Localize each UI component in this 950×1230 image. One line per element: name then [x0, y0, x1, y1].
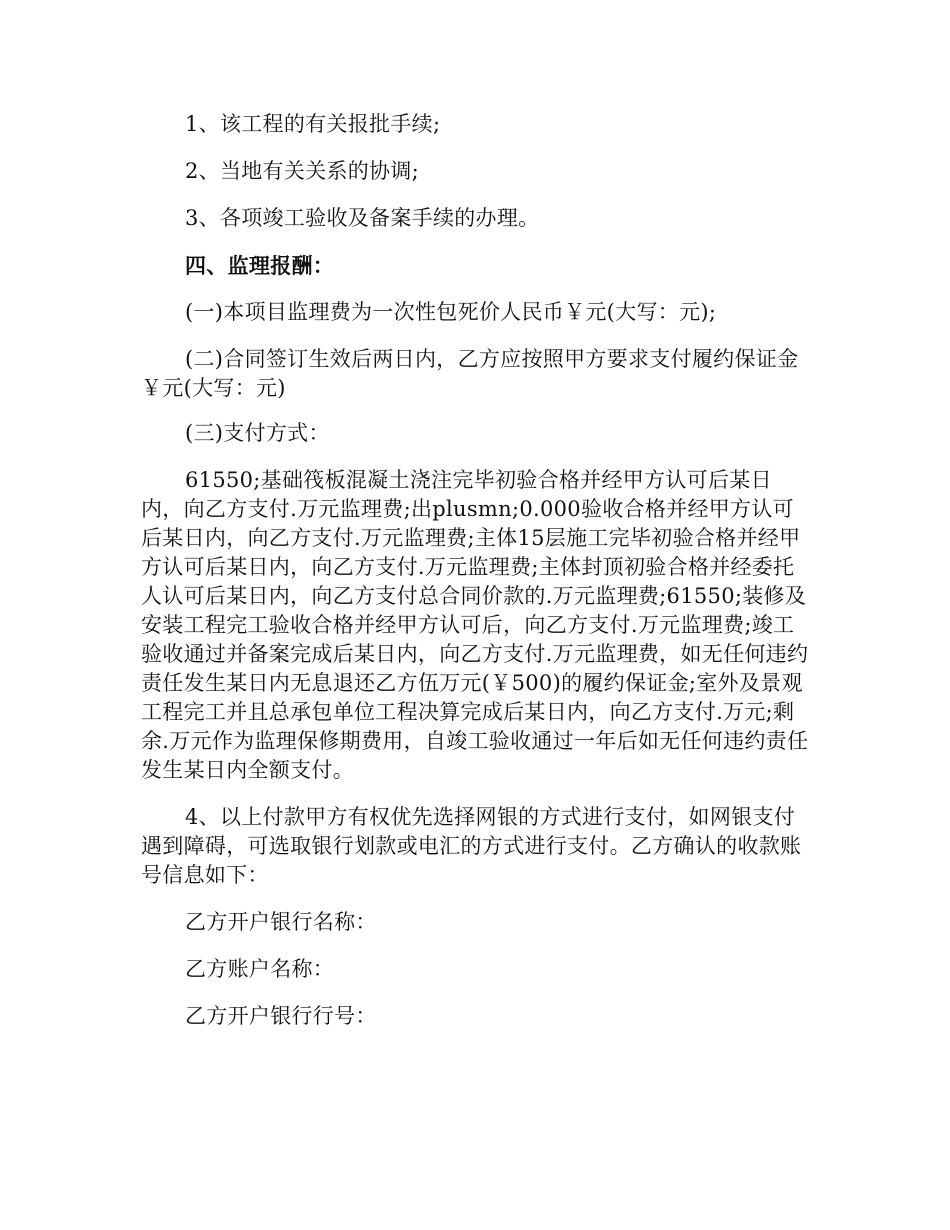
field-account-name: 乙方账户名称：: [185, 957, 335, 981]
item-acceptance-filing: 3、各项竣工验收及备案手续的办理。: [185, 206, 540, 230]
clause-fee-total: (一)本项目监理费为一次性包死价人民币￥元(大写：元);: [185, 300, 717, 324]
item-local-coordination: 2、当地有关关系的协调;: [185, 159, 420, 183]
clause-payment-method-heading: (三)支付方式：: [185, 421, 330, 445]
payment-schedule-paragraph: 61550;基础筏板混凝土浇注完毕初验合格并经甲方认可后某日内，向乙方支付.万元监理费;出plusmn;0.000验收合格并经甲方认可后某日内，向乙方支付.万元监理费;主体15层施工完毕初验合格并经甲方认可后某日内，向乙方支付.万元监理费;主体封顶初验合格并经委托人认可后某日内，向乙方支付总合同价款的.万元监理费;61550;装修及安装工程完工验收合格并经甲方认可后，向乙方支付.万元监理费;竣工验收通过并备案完成后某日内，向乙方支付.万元监理费，如无任何违约责任发生某日内无息退还乙方伍万元(￥500)的履约保证金;室外及景观工程完工并且总承包单位工程决算完成后某日内，向乙方支付.万元;剩余.万元作为监理保修期费用，自竣工验收通过一年后如无任何违约责任发生某日内全额支付。: [141, 468, 809, 782]
field-bank-name: 乙方开户银行名称：: [185, 910, 377, 934]
field-bank-code: 乙方开户银行行号：: [185, 1004, 377, 1028]
item-approval-procedures: 1、该工程的有关报批手续;: [185, 112, 441, 136]
section-heading: 四、监理报酬：: [185, 253, 335, 278]
payment-channel-paragraph: 4、以上付款甲方有权优先选择网银的方式进行支付，如网银支付遇到障碍，可选取银行划款或电汇的方式进行支付。乙方确认的收款账号信息如下：: [141, 805, 802, 887]
clause-performance-bond: (二)合同签订生效后两日内，乙方应按照甲方要求支付履约保证金￥元(大写：元): [141, 347, 799, 400]
document-body: [141, 110, 813, 1049]
